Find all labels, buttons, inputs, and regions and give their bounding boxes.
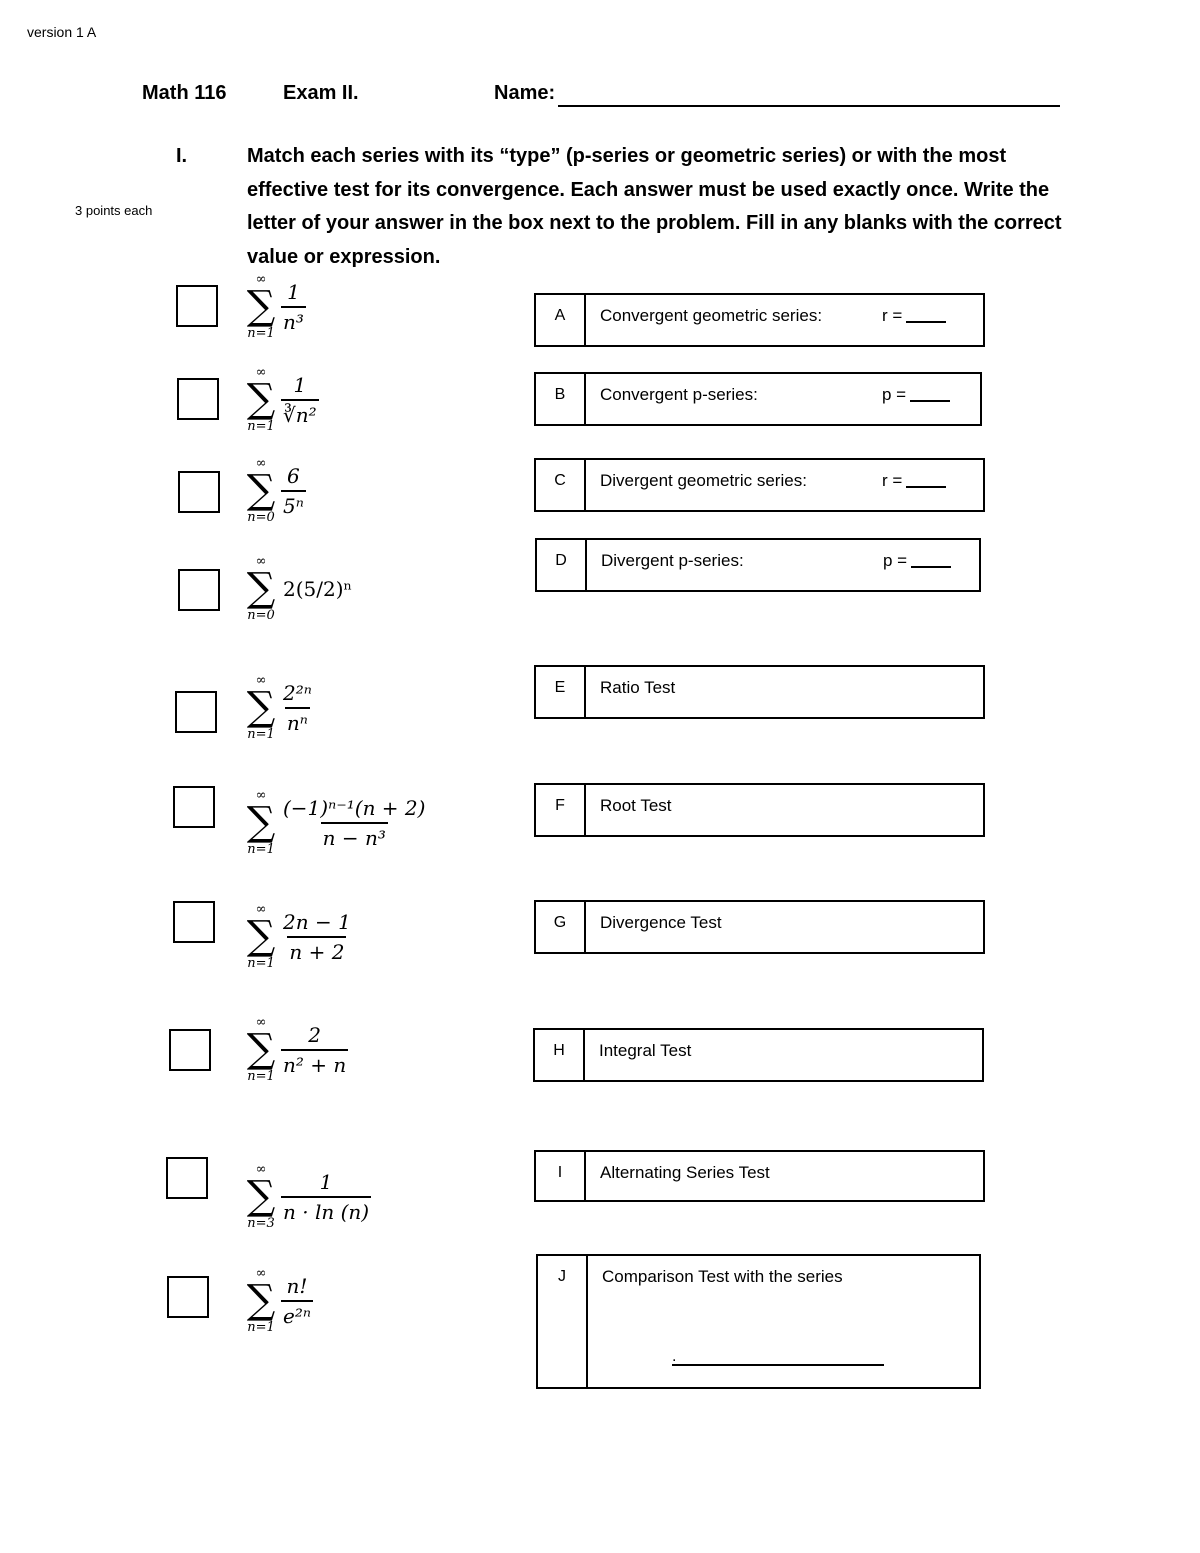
option-i [534,1150,985,1202]
series-3 [243,457,306,525]
sum-upper: ∞ [255,673,267,688]
option-letter: C [536,460,586,510]
sum-lower: n=1 [247,326,275,341]
series-6 [243,789,427,857]
sum-upper: ∞ [255,554,267,569]
instructions: Match each series with its “type” (p-series or geometric series) or with the most effective test for its convergence. Each answer must be used exactly once. Write the letter of your answer in the box next to the problem. Fill in any blanks with the correct value or expression. [247,145,1062,268]
series-9 [243,1163,371,1231]
sigma-icon: ∑ [246,684,276,730]
sigma-icon: ∑ [246,376,276,422]
option-label: Comparison Test with the series [602,1267,843,1286]
numerator: 2 [308,1023,321,1047]
sum-upper: ∞ [255,365,267,380]
answer-box-7[interactable] [173,901,215,943]
sum-lower: n=0 [247,608,275,623]
numerator: 1 [287,280,300,304]
version-label: version 1 A [27,24,97,40]
sum-upper: ∞ [255,456,267,471]
sum-lower: n=1 [247,1320,275,1335]
sum-upper: ∞ [255,1015,267,1030]
option-label: Ratio Test [600,678,676,697]
sum-lower: n=1 [247,842,275,857]
sigma-icon: ∑ [246,913,276,959]
numerator: 1 [319,1170,333,1194]
option-blank[interactable] [911,566,951,568]
option-b [534,372,982,426]
series-expression: 2(5/2)ⁿ [283,577,353,601]
option-label: Convergent geometric series: [600,306,823,325]
sigma-icon: ∑ [246,565,276,611]
series-5 [243,674,314,742]
sigma-icon: ∑ [246,467,276,513]
sigma-icon: ∑ [246,1173,276,1219]
sum-lower: n=1 [247,727,275,742]
series-7 [243,903,353,971]
sigma-icon: ∑ [246,283,276,329]
option-letter: A [536,295,586,345]
series-4 [243,555,352,623]
option-label: Divergent geometric series: [600,471,807,490]
comparison-series-blank[interactable] [672,1364,884,1366]
series-8 [243,1016,348,1084]
option-f [534,783,985,837]
answer-box-6[interactable] [173,786,215,828]
sum-lower: n=1 [247,956,275,971]
denominator: n² + n [281,1049,348,1077]
option-label: Alternating Series Test [600,1163,770,1182]
option-variable: r = [882,306,903,325]
option-letter: D [537,540,587,590]
sigma-icon: ∑ [246,799,276,845]
option-blank[interactable] [906,486,946,488]
numerator: 2n − 1 [283,910,351,934]
sum-lower: n=1 [247,419,275,434]
sum-lower: n=0 [247,510,275,525]
denominator: ∛n² [281,399,319,427]
answer-box-9[interactable] [166,1157,208,1199]
option-letter: G [536,902,586,952]
sum-upper: ∞ [255,788,267,803]
numerator: 6 [287,464,300,488]
option-label: Integral Test [599,1041,692,1060]
option-letter: E [536,667,586,717]
option-variable: p = [883,551,908,570]
sum-lower: n=1 [247,1069,275,1084]
option-label: Divergent p-series: [601,551,744,570]
sum-upper: ∞ [255,1266,267,1281]
name-label: Name: [494,82,556,104]
sum-upper: ∞ [255,272,267,287]
answer-box-4[interactable] [178,569,220,611]
answer-box-5[interactable] [175,691,217,733]
option-j [536,1254,981,1389]
sum-upper: ∞ [255,1162,267,1177]
series-10 [243,1267,313,1335]
option-h [533,1028,984,1082]
section-numeral: I. [176,145,188,167]
denominator: nⁿ [285,707,310,735]
option-letter: J [538,1256,588,1387]
sigma-icon: ∑ [246,1026,276,1072]
name-blank[interactable] [558,105,1060,107]
denominator: n³ [281,306,306,334]
series-2 [243,366,319,434]
option-letter: F [536,785,586,835]
option-variable: r = [882,471,903,490]
answer-box-1[interactable] [176,285,218,327]
sigma-icon: ∑ [246,1277,276,1323]
option-d [535,538,981,592]
exam-title: Exam II. [283,82,359,104]
numerator: n! [286,1274,308,1298]
answer-box-3[interactable] [178,471,220,513]
denominator: n + 2 [287,936,346,964]
denominator: 5ⁿ [281,490,306,518]
denominator: n · ln (n) [281,1196,371,1224]
option-letter: I [536,1152,586,1200]
numerator: 2²ⁿ [283,681,312,705]
answer-box-8[interactable] [169,1029,211,1071]
option-variable: p = [882,385,907,404]
option-letter: B [536,374,586,424]
sum-upper: ∞ [255,902,267,917]
points-note: 3 points each [75,203,153,218]
answer-box-2[interactable] [177,378,219,420]
sum-lower: n=3 [247,1216,275,1231]
option-label: Divergence Test [600,913,722,932]
option-c [534,458,985,512]
option-e [534,665,985,719]
option-blank[interactable] [906,321,946,323]
comparison-period: . [672,1348,677,1365]
answer-box-10[interactable] [167,1276,209,1318]
denominator: e²ⁿ [281,1300,313,1328]
option-g [534,900,985,954]
option-letter: H [535,1030,585,1080]
option-a [534,293,985,347]
numerator: (−1)ⁿ⁻¹(n + 2) [283,796,426,820]
option-blank[interactable] [910,400,950,402]
option-label: Convergent p-series: [600,385,758,404]
course-title: Math 116 [142,82,227,104]
option-label: Root Test [600,796,672,815]
denominator: n − n³ [321,822,388,850]
series-1 [243,273,306,341]
numerator: 1 [293,373,307,397]
